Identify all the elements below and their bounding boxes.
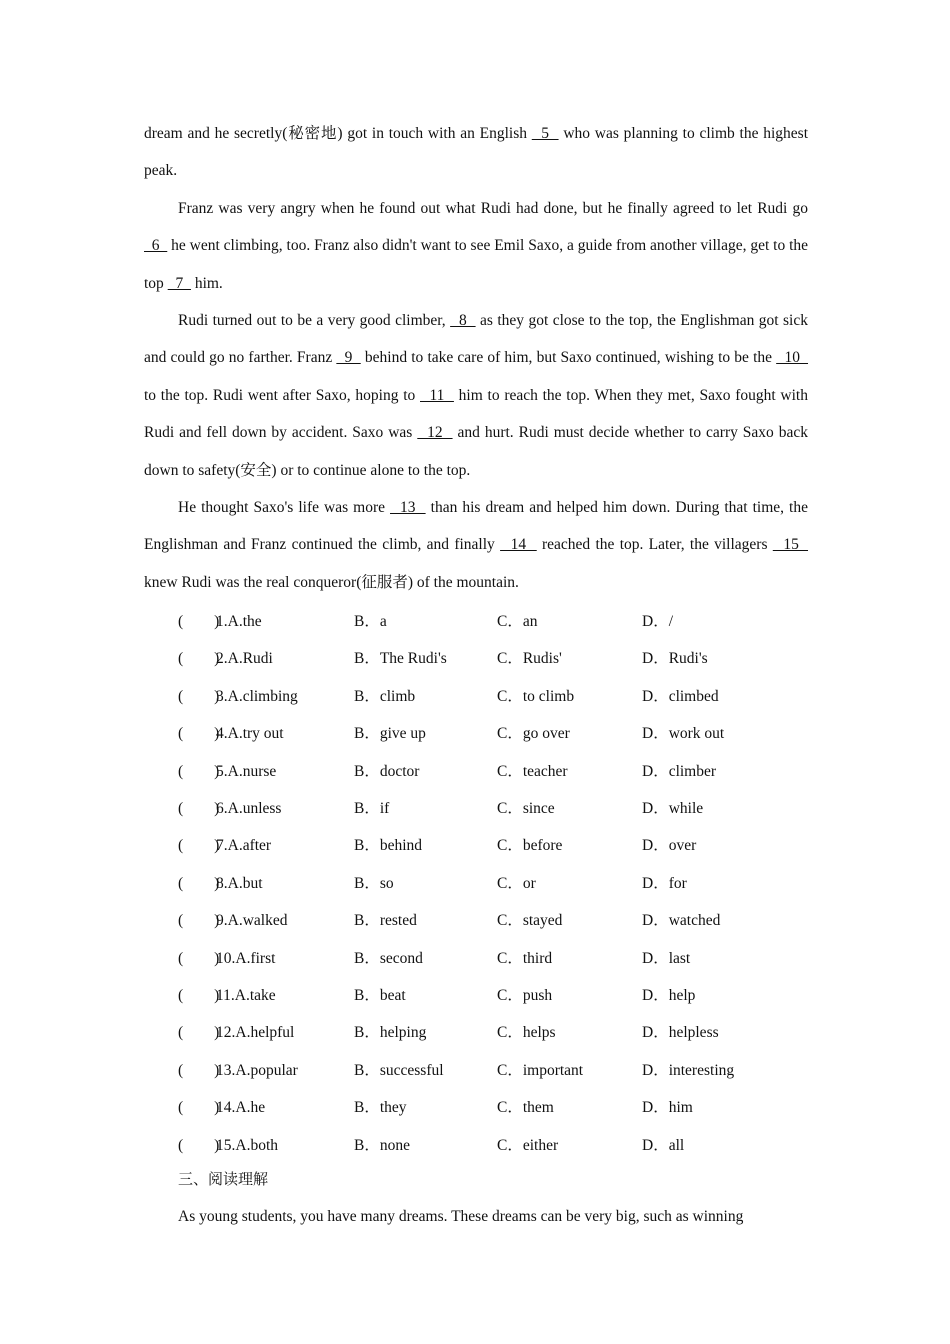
- option-b: B．second: [354, 949, 423, 967]
- option-a: 13.A.popular: [216, 1061, 298, 1079]
- option-b: B．successful: [354, 1061, 444, 1079]
- question-row: [0, 790, 950, 827]
- passage-text: knew Rudi was the real conqueror(征服者) of the mountain.: [144, 573, 519, 591]
- answer-blank[interactable]: 8: [450, 312, 476, 329]
- option-b: B．none: [354, 1136, 410, 1154]
- answer-paren[interactable]: ( ): [178, 912, 220, 930]
- option-a: 9.A.walked: [216, 912, 288, 930]
- passage-text: dream and he secretly(秘密地) got in touch with an English: [144, 125, 532, 142]
- question-row: [0, 1127, 950, 1164]
- answer-blank[interactable]: 6: [144, 237, 168, 255]
- option-c: C．stayed: [497, 912, 563, 930]
- option-d: D．all: [642, 1136, 685, 1154]
- passage-text: Rudi turned out to be a very good climber,: [178, 312, 451, 329]
- section-title: 三、阅读理解: [178, 1170, 269, 1188]
- answer-blank[interactable]: 12: [417, 424, 453, 442]
- option-d: D．Rudi's: [642, 650, 708, 668]
- option-b: B．a: [354, 613, 387, 630]
- passage-text: who was planning to climb the highest peak.: [144, 125, 808, 180]
- answer-paren[interactable]: ( ): [178, 725, 220, 743]
- answer-paren[interactable]: ( ): [178, 650, 220, 668]
- answer-blank[interactable]: 10: [776, 349, 809, 367]
- question-row: [0, 865, 950, 902]
- question-row: [0, 640, 950, 677]
- option-a: 7.A.after: [216, 837, 272, 855]
- option-b: B．if: [354, 800, 390, 817]
- question-row: [0, 715, 950, 752]
- option-c: C．either: [497, 1136, 559, 1154]
- option-b: B．The Rudi's: [354, 650, 447, 668]
- option-c: C．since: [497, 800, 555, 817]
- passage-text: him to reach the top. When they met, Saxo fought with Rudi and fell down by accident. Saxo was: [144, 386, 808, 442]
- option-b: B．give up: [354, 725, 426, 743]
- passage-text: behind to take care of him, but Saxo continued, wishing to be the: [360, 349, 777, 367]
- answer-paren[interactable]: ( ): [178, 762, 220, 780]
- question-row: [0, 940, 950, 977]
- passage-text: He thought Saxo's life was more: [178, 499, 391, 516]
- question-row: [0, 827, 950, 864]
- option-d: D．help: [642, 987, 696, 1004]
- question-row: [0, 678, 950, 715]
- question-row: [0, 1089, 950, 1126]
- question-row: [0, 977, 950, 1014]
- answer-blank[interactable]: 7: [167, 274, 191, 292]
- option-d: D．over: [642, 837, 697, 855]
- passage-text: Franz was very angry when he found out what Rudi had done, but he finally agreed to let Rudi go: [178, 200, 808, 217]
- option-d: D．watched: [642, 912, 721, 930]
- option-d: D．him: [642, 1099, 693, 1117]
- option-b: B．doctor: [354, 762, 420, 780]
- answer-paren[interactable]: ( ): [178, 687, 220, 705]
- option-c: C．them: [497, 1099, 554, 1117]
- option-d: D．helpless: [642, 1024, 719, 1042]
- option-b: B．helping: [354, 1024, 427, 1042]
- option-a: 3.A.climbing: [216, 687, 298, 705]
- option-c: C．third: [497, 949, 553, 967]
- answer-blank[interactable]: 15: [772, 536, 809, 554]
- option-c: C．an: [497, 613, 538, 630]
- option-a: 15.A.both: [216, 1136, 278, 1154]
- passage-text: him.: [190, 274, 223, 292]
- option-b: B．climb: [354, 687, 416, 705]
- option-d: D．work out: [642, 725, 725, 743]
- passage-paragraph-3: [144, 302, 808, 489]
- question-row: [0, 1014, 950, 1051]
- answer-paren[interactable]: ( ): [178, 874, 220, 892]
- option-c: C．to climb: [497, 687, 575, 705]
- option-b: B．so: [354, 874, 394, 892]
- passage-paragraph-2: [144, 190, 808, 302]
- answer-paren[interactable]: ( ): [178, 800, 220, 817]
- answer-blank[interactable]: 5: [531, 125, 559, 142]
- option-a: 1.A.the: [216, 613, 262, 630]
- question-row: [0, 902, 950, 939]
- option-a: 11.A.take: [216, 987, 276, 1004]
- reading-passage-first-line: As young students, you have many dreams. These dreams can be very big, such as winning: [178, 1208, 744, 1225]
- option-c: C．go over: [497, 725, 570, 743]
- option-d: D．last: [642, 949, 691, 967]
- passage-text: to the top. Rudi went after Saxo, hoping to: [144, 386, 421, 404]
- passage-text: and hurt. Rudi must decide whether to carry Saxo back down to safety(安全) or to continue alone to the top.: [144, 424, 809, 479]
- question-row: [0, 753, 950, 790]
- option-d: D．while: [642, 800, 704, 817]
- passage-text: than his dream and helped him down. During that time, the Englishman and Franz continued the climb, and finally: [144, 499, 808, 554]
- answer-paren[interactable]: ( ): [178, 987, 220, 1004]
- option-a: 10.A.first: [216, 949, 276, 967]
- option-a: 2.A.Rudi: [216, 650, 273, 668]
- answer-paren[interactable]: ( ): [178, 837, 220, 855]
- option-c: C．Rudis': [497, 650, 562, 668]
- answer-paren[interactable]: ( ): [178, 1061, 220, 1079]
- answer-paren[interactable]: ( ): [178, 1136, 220, 1154]
- answer-blank[interactable]: 11: [420, 386, 454, 404]
- option-c: C．important: [497, 1061, 584, 1079]
- option-d: D．for: [642, 874, 687, 892]
- passage-paragraph-4: [144, 489, 808, 601]
- answer-blank[interactable]: 13: [390, 499, 426, 516]
- option-b: B．rested: [354, 912, 417, 930]
- answer-paren[interactable]: ( ): [178, 613, 220, 630]
- option-a: 14.A.he: [216, 1099, 266, 1117]
- answer-blank[interactable]: 14: [500, 536, 537, 554]
- option-a: 8.A.but: [216, 874, 263, 892]
- answer-paren[interactable]: ( ): [178, 949, 220, 967]
- answer-paren[interactable]: ( ): [178, 1024, 220, 1042]
- option-b: B．they: [354, 1099, 407, 1117]
- option-c: C．or: [497, 874, 536, 892]
- option-b: B．behind: [354, 837, 423, 855]
- option-c: C．push: [497, 987, 553, 1004]
- option-d: D．climbed: [642, 687, 719, 705]
- answer-paren[interactable]: ( ): [178, 1099, 220, 1117]
- option-c: C．helps: [497, 1024, 556, 1042]
- option-c: C．teacher: [497, 762, 568, 780]
- answer-blank[interactable]: 9: [336, 349, 361, 367]
- option-b: B．beat: [354, 987, 406, 1004]
- option-d: D．/: [642, 613, 674, 630]
- option-a: 6.A.unless: [216, 800, 282, 817]
- option-a: 12.A.helpful: [216, 1024, 295, 1042]
- question-row: [0, 1052, 950, 1089]
- passage-paragraph-1: [144, 115, 808, 190]
- option-a: 4.A.try out: [216, 725, 284, 743]
- option-c: C．before: [497, 837, 563, 855]
- question-row: [0, 603, 950, 640]
- passage-text: reached the top. Later, the villagers: [536, 536, 773, 554]
- passage-text: he went climbing, too. Franz also didn't want to see Emil Saxo, a guide from another village, get to the top: [144, 237, 809, 292]
- option-d: D．climber: [642, 762, 717, 780]
- option-a: 5.A.nurse: [216, 762, 277, 780]
- passage-text: as they got close to the top, the Englishman got sick and could go no farther. Franz: [144, 312, 808, 367]
- option-d: D．interesting: [642, 1061, 735, 1079]
